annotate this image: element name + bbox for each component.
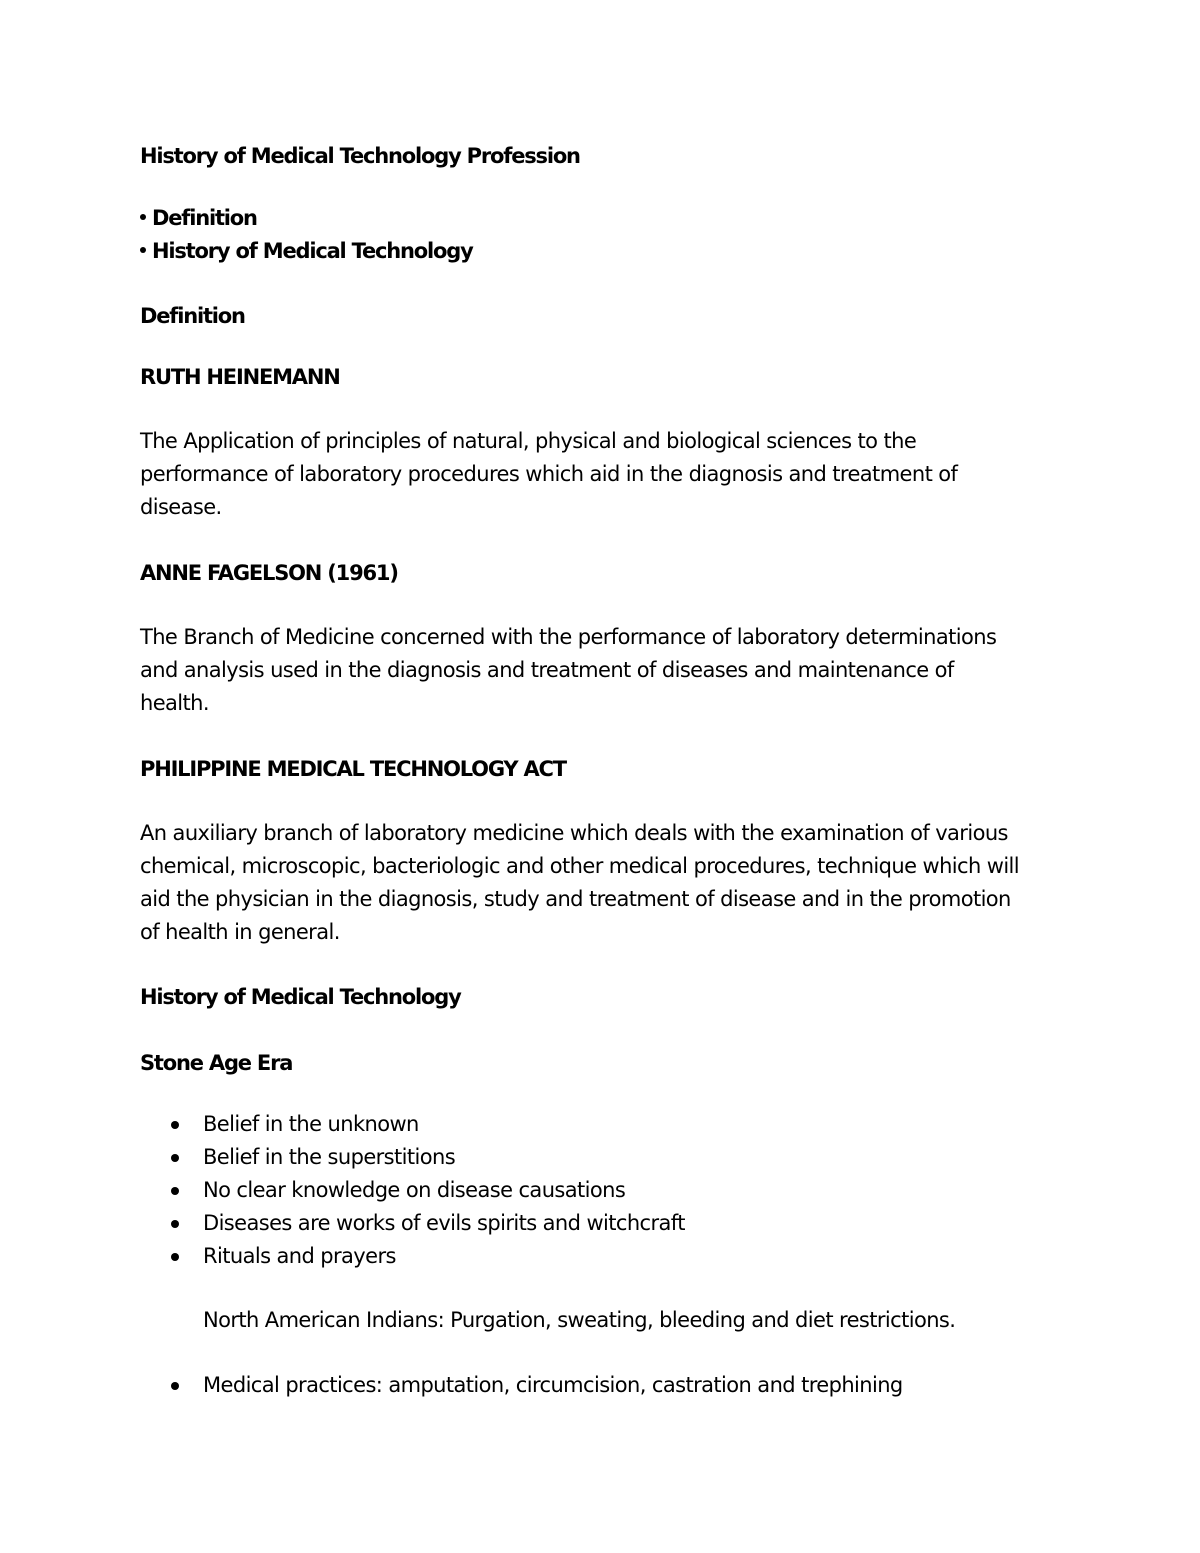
bullet-icon xyxy=(171,1220,179,1228)
toc-item-history: History of Medical Technology xyxy=(140,235,473,268)
bullet-icon xyxy=(171,1382,179,1390)
bullet-icon xyxy=(171,1121,179,1129)
definition-heading: Definition xyxy=(140,304,245,328)
definition-text: The Application of principles of natural, physical and biological sciences to the performance of laboratory procedures which aid in the diagnosis and treatment of disease. xyxy=(140,429,958,519)
indented-note: North American Indians: Purgation, sweating, bleeding and diet restrictions. xyxy=(203,1308,956,1332)
history-heading: History of Medical Technology xyxy=(140,985,461,1009)
list-item: Diseases are works of evils spirits and witchcraft xyxy=(140,1207,685,1240)
list-item: Rituals and prayers xyxy=(140,1240,685,1273)
final-bullet-list xyxy=(140,1369,903,1402)
definition-author: ANNE FAGELSON (1961) xyxy=(140,561,398,585)
bullet-icon xyxy=(140,247,146,253)
era-heading: Stone Age Era xyxy=(140,1051,293,1075)
definition-author: PHILIPPINE MEDICAL TECHNOLOGY ACT xyxy=(140,757,566,781)
definition-text: An auxiliary branch of laboratory medicine which deals with the examination of various chemical, microscopic, bacteriologic and other medical procedures, technique which will aid the physician in the diagnosis, study and treatment of disease and in the promotion of health in general. xyxy=(140,821,1020,944)
bullet-icon xyxy=(171,1187,179,1195)
list-item: Medical practices: amputation, circumcision, castration and trephining xyxy=(140,1369,903,1402)
bullet-icon xyxy=(171,1253,179,1261)
bullet-icon xyxy=(171,1154,179,1162)
document-title: History of Medical Technology Profession xyxy=(140,144,580,168)
toc-item-definition: Definition xyxy=(140,202,257,235)
bullet-icon xyxy=(140,214,146,220)
era-bullet-list xyxy=(140,1108,685,1273)
list-item: No clear knowledge on disease causations xyxy=(140,1174,685,1207)
definition-text: The Branch of Medicine concerned with the performance of laboratory determinations and analysis used in the diagnosis and treatment of diseases and maintenance of health. xyxy=(140,625,997,715)
list-item: Belief in the superstitions xyxy=(140,1141,685,1174)
list-item: Belief in the unknown xyxy=(140,1108,685,1141)
definition-author: RUTH HEINEMANN xyxy=(140,365,340,389)
